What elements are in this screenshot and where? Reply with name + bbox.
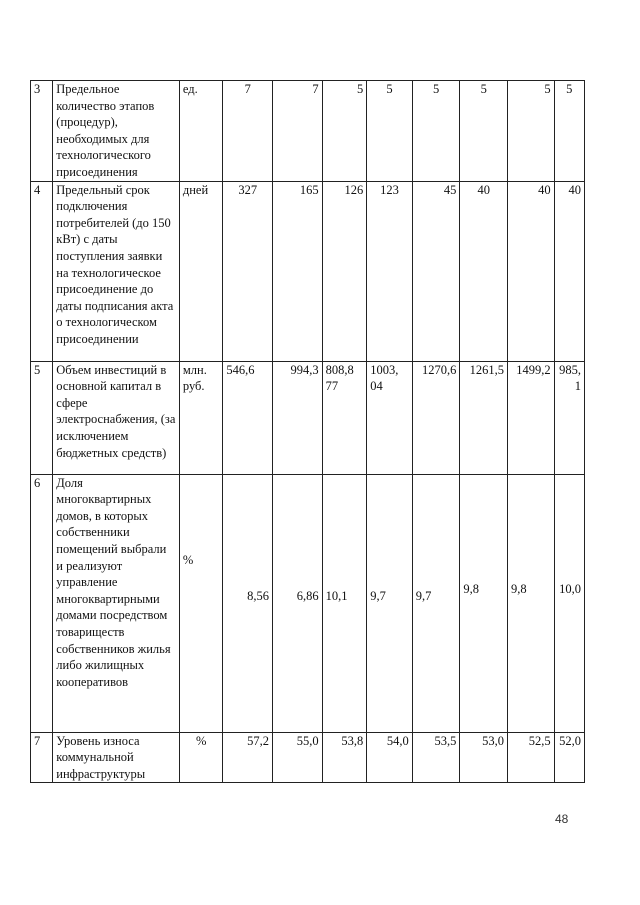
- value-cell: 40: [507, 181, 554, 361]
- value-cell: 57,2: [223, 732, 273, 783]
- value-cell: 5: [367, 81, 413, 182]
- value-cell: 45: [412, 181, 460, 361]
- table-row: [31, 81, 585, 182]
- value-cell: 9,7: [367, 474, 413, 732]
- value-cell: 1261,5: [460, 361, 508, 474]
- value-cell: 7: [273, 81, 323, 182]
- indicator-name: Предельное количество этапов (процедур), необходимых для технологического присоединения: [53, 81, 180, 182]
- value-cell: 53,8: [322, 732, 367, 783]
- row-number: 7: [31, 732, 53, 783]
- value-cell: 5: [412, 81, 460, 182]
- value-cell: 7: [223, 81, 273, 182]
- value-cell: 5: [460, 81, 508, 182]
- value-cell: 1003, 04: [367, 361, 413, 474]
- value-cell: 985, 1: [554, 361, 584, 474]
- value-cell: 123: [367, 181, 413, 361]
- value-cell: 54,0: [367, 732, 413, 783]
- value-cell: 5: [554, 81, 584, 182]
- row-number: 6: [31, 474, 53, 732]
- row-number: 5: [31, 361, 53, 474]
- value-cell: 9,8: [460, 474, 508, 732]
- table-row: [31, 181, 585, 361]
- indicator-name: Объем инвестиций в основной капитал в сфере электроснабжения, (за исключением бюджетных средств): [53, 361, 180, 474]
- value-cell: 9,8: [507, 474, 554, 732]
- value-cell: 808,8 77: [322, 361, 367, 474]
- value-cell: 1270,6: [412, 361, 460, 474]
- value-cell: 53,0: [460, 732, 508, 783]
- table-row: [31, 474, 585, 732]
- value-cell: 40: [460, 181, 508, 361]
- value-cell: 52,0: [554, 732, 584, 783]
- unit-cell: %: [179, 732, 223, 783]
- value-cell: 9,7: [412, 474, 460, 732]
- unit-cell: ед.: [179, 81, 223, 182]
- value-cell: 6,86: [273, 474, 323, 732]
- indicator-name: Доля многоквартирных домов, в которых собственники помещений выбрали и реализуют управление многоквартирными домами посредством товариществ собственников жилья либо жилищных кооперативов: [53, 474, 180, 732]
- value-cell: 5: [322, 81, 367, 182]
- value-cell: 5: [507, 81, 554, 182]
- value-cell: 52,5: [507, 732, 554, 783]
- value-cell: 327: [223, 181, 273, 361]
- value-cell: 1499,2: [507, 361, 554, 474]
- table-row: [31, 361, 585, 474]
- indicators-table: [30, 80, 585, 783]
- row-number: 3: [31, 81, 53, 182]
- unit-cell: дней: [179, 181, 223, 361]
- value-cell: 55,0: [273, 732, 323, 783]
- row-number: 4: [31, 181, 53, 361]
- unit-cell: %: [179, 474, 223, 732]
- page-number: 48: [555, 812, 569, 826]
- value-cell: 546,6: [223, 361, 273, 474]
- unit-cell: млн. руб.: [179, 361, 223, 474]
- value-cell: 8,56: [223, 474, 273, 732]
- value-cell: 994,3: [273, 361, 323, 474]
- value-cell: 40: [554, 181, 584, 361]
- indicator-name: Предельный срок подключения потребителей (до 150 кВт) с даты поступления заявки на технологическое присоединение до даты подписания акта о технологическом присоединении: [53, 181, 180, 361]
- value-cell: 10,0: [554, 474, 584, 732]
- value-cell: 126: [322, 181, 367, 361]
- value-cell: 10,1: [322, 474, 367, 732]
- indicator-name: Уровень износа коммунальной инфраструктуры: [53, 732, 180, 783]
- table-row: [31, 732, 585, 783]
- value-cell: 165: [273, 181, 323, 361]
- value-cell: 53,5: [412, 732, 460, 783]
